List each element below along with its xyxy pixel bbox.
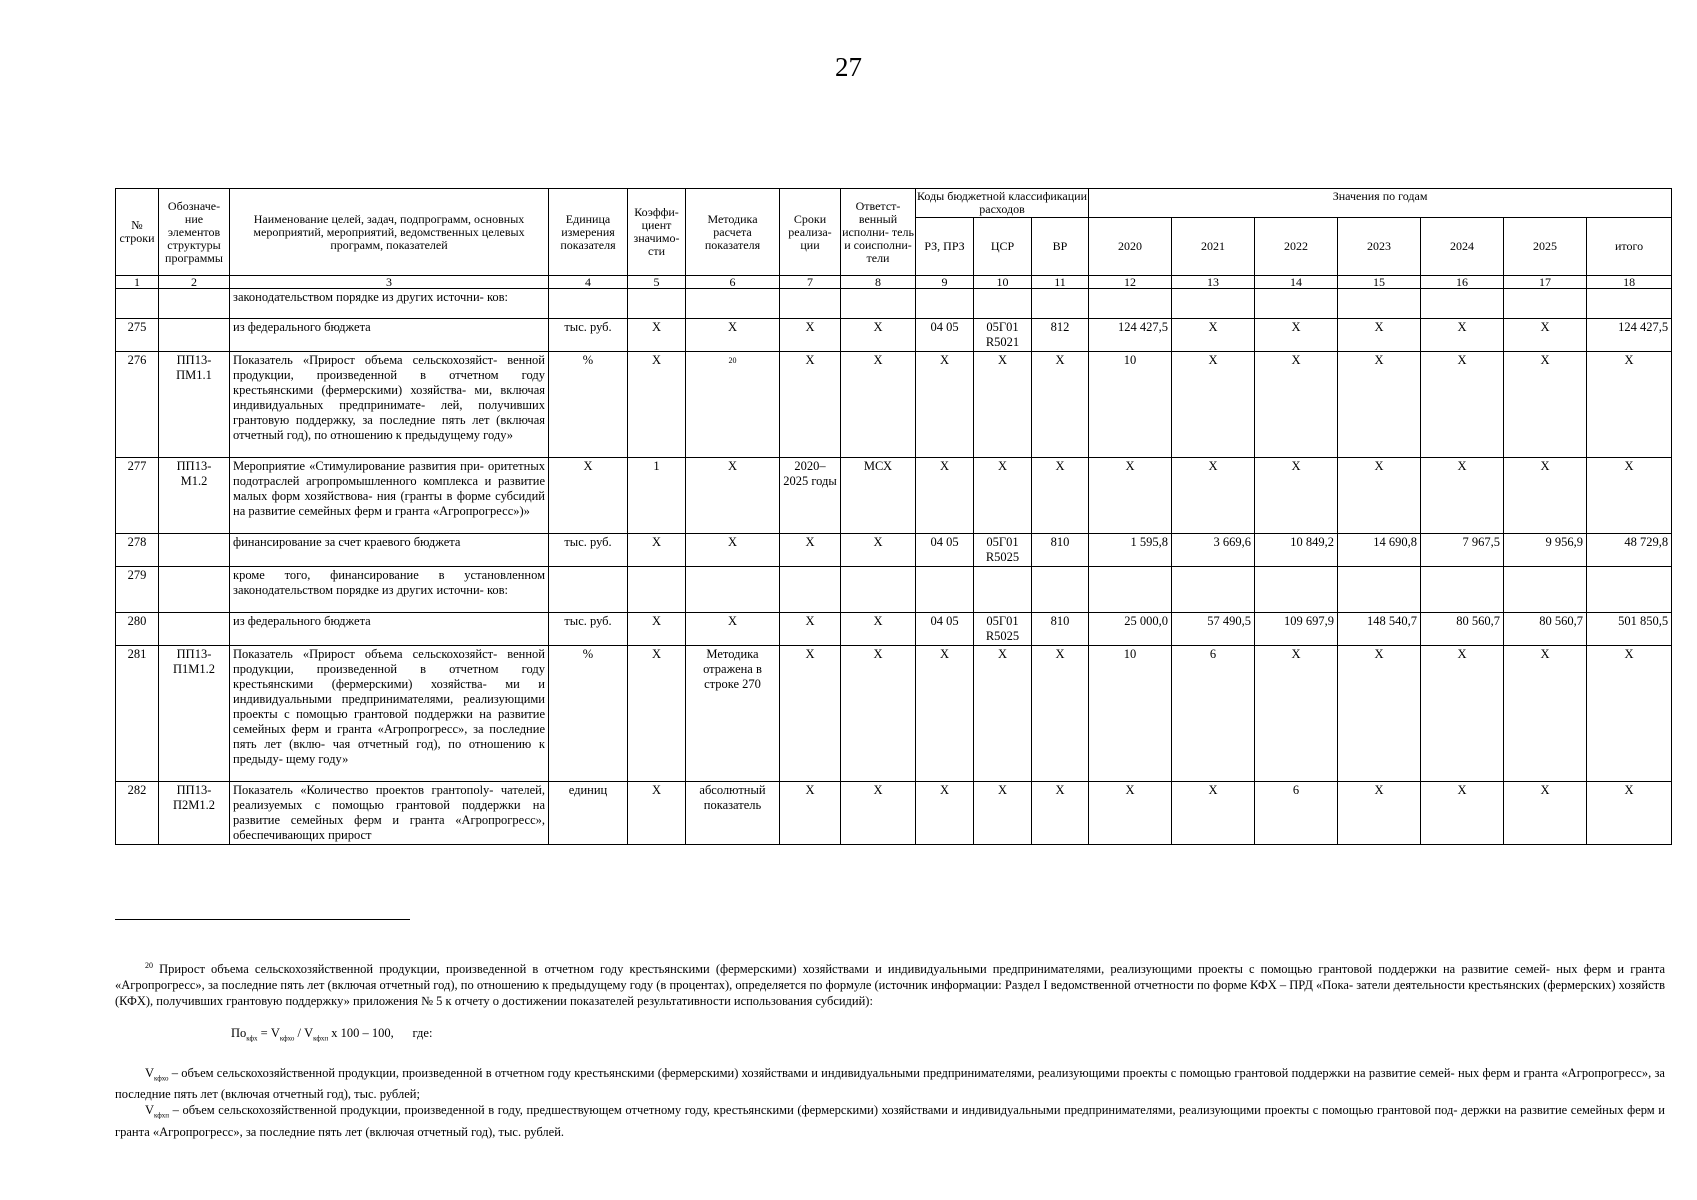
total-value-cell: X — [1587, 782, 1672, 845]
year-value-cell: X — [1504, 646, 1587, 782]
table-row — [116, 458, 1672, 534]
rz-cell: X — [916, 352, 974, 458]
year-value-cell: X — [1089, 782, 1172, 845]
def2-var: V — [145, 1103, 155, 1118]
header-designation: Обозначе- ние элементов структуры программы — [159, 189, 230, 276]
responsible-cell: МСХ — [841, 458, 916, 534]
header-year: 2025 — [1504, 218, 1587, 276]
vr-cell — [1032, 289, 1089, 319]
header-total: итого — [1587, 218, 1672, 276]
item-name: Мероприятие «Стимулирование развития при- оритетных подотраслей агропромышленного комплекса и развитие малых форм хозяйствова- ния (гранты в форме субсидий на развитие семейных ферм и гранта «Агропрогресс»)» — [230, 458, 549, 534]
year-value-cell: 25 000,0 — [1089, 613, 1172, 646]
column-number: 10 — [974, 276, 1032, 289]
method-cell: Методика отражена в строке 270 — [686, 646, 780, 782]
def1-sub: кфхо — [154, 1074, 169, 1083]
unit-cell: тыс. руб. — [549, 534, 628, 567]
header-row-no: № строки — [116, 189, 159, 276]
terms-cell: X — [780, 613, 841, 646]
csr-cell: X — [974, 782, 1032, 845]
column-number: 13 — [1172, 276, 1255, 289]
element-designation: ПП13- П2М1.2 — [159, 782, 230, 845]
row-number: 281 — [116, 646, 159, 782]
method-cell: X — [686, 613, 780, 646]
unit-cell: тыс. руб. — [549, 613, 628, 646]
item-name: из федерального бюджета — [230, 613, 549, 646]
csr-cell: 05Г01 R5025 — [974, 613, 1032, 646]
vr-cell: 810 — [1032, 613, 1089, 646]
footnotes — [115, 958, 1665, 1140]
year-value-cell: 10 — [1089, 352, 1172, 458]
formula-v2: V — [304, 1026, 314, 1041]
column-number: 8 — [841, 276, 916, 289]
table-body — [116, 289, 1672, 845]
element-designation: ПП13- М1.2 — [159, 458, 230, 534]
item-name: из федерального бюджета — [230, 319, 549, 352]
year-value-cell: X — [1338, 458, 1421, 534]
unit-cell — [549, 289, 628, 319]
rz-cell: X — [916, 458, 974, 534]
year-value-cell: X — [1338, 319, 1421, 352]
rz-cell: 04 05 — [916, 319, 974, 352]
year-value-cell — [1255, 567, 1338, 613]
year-value-cell: 80 560,7 — [1421, 613, 1504, 646]
rz-cell — [916, 289, 974, 319]
table-row — [116, 319, 1672, 352]
coef-cell — [628, 567, 686, 613]
rz-cell: 04 05 — [916, 613, 974, 646]
row-number: 275 — [116, 319, 159, 352]
year-value-cell: X — [1421, 458, 1504, 534]
column-number: 16 — [1421, 276, 1504, 289]
coef-cell: X — [628, 534, 686, 567]
coef-cell: X — [628, 782, 686, 845]
terms-cell: 2020– 2025 годы — [780, 458, 841, 534]
formula: $По_{кфх} = V_{кфхо} / V_{кфхп}$ х 100 – 100, где: — [231, 1026, 433, 1043]
year-value-cell — [1089, 567, 1172, 613]
year-value-cell: 57 490,5 — [1172, 613, 1255, 646]
header-responsible: Ответст- венный исполни- тель и соисполни- тели — [841, 189, 916, 276]
year-value-cell: 80 560,7 — [1504, 613, 1587, 646]
row-number: 279 — [116, 567, 159, 613]
column-number: 17 — [1504, 276, 1587, 289]
header-csr: ЦСР — [974, 218, 1032, 276]
year-value-cell: X — [1172, 458, 1255, 534]
year-value-cell: X — [1421, 352, 1504, 458]
responsible-cell: X — [841, 646, 916, 782]
coef-cell: 1 — [628, 458, 686, 534]
total-value-cell: X — [1587, 458, 1672, 534]
rz-cell: 04 05 — [916, 534, 974, 567]
item-name: Показатель «Количество проектов грантопolу- чателей, реализуемых с помощью грантовой поддержки на развитие семейных ферм и гранта «Агропрогресс», обеспечивающих прирост — [230, 782, 549, 845]
header-coef: Коэффи- циент значимо- сти — [628, 189, 686, 276]
element-designation: ПП13- ПМ1.1 — [159, 352, 230, 458]
rz-cell — [916, 567, 974, 613]
header-vr: ВР — [1032, 218, 1089, 276]
year-value-cell: X — [1255, 646, 1338, 782]
responsible-cell: X — [841, 613, 916, 646]
year-value-cell — [1504, 567, 1587, 613]
year-value-cell — [1421, 289, 1504, 319]
year-value-cell — [1172, 289, 1255, 319]
csr-cell — [974, 567, 1032, 613]
csr-cell: 05Г01 R5025 — [974, 534, 1032, 567]
responsible-cell — [841, 567, 916, 613]
year-value-cell — [1338, 289, 1421, 319]
vr-cell: X — [1032, 782, 1089, 845]
element-designation — [159, 534, 230, 567]
element-designation — [159, 289, 230, 319]
unit-cell — [549, 567, 628, 613]
year-value-cell: 148 540,7 — [1338, 613, 1421, 646]
unit-cell: % — [549, 352, 628, 458]
program-table — [115, 188, 1672, 845]
element-designation: ПП13- П1М1.2 — [159, 646, 230, 782]
total-value-cell: X — [1587, 352, 1672, 458]
column-number-row — [116, 276, 1672, 289]
method-cell: X — [686, 319, 780, 352]
item-name: Показатель «Прирост объема сельскохозяйст- венной продукции, произведенной в отчетном году крестьянскими (фермерскими) хозяйства- ми и индивидуальными предпринимателями, реализующими проекты с помощью грантовой поддержки на развитие семейных ферм и гранта «Агропрогресс», за последние пять лет (вклю- чая отчетный год), по отношению к предыду- щему году» — [230, 646, 549, 782]
header-values-by-year: Значения по годам — [1089, 189, 1672, 218]
year-value-cell: 6 — [1172, 646, 1255, 782]
total-value-cell: X — [1587, 646, 1672, 782]
year-value-cell: 1 595,8 — [1089, 534, 1172, 567]
terms-cell — [780, 289, 841, 319]
unit-cell: единиц — [549, 782, 628, 845]
year-value-cell: X — [1255, 319, 1338, 352]
header-method: Методика расчета показателя — [686, 189, 780, 276]
vr-cell — [1032, 567, 1089, 613]
csr-cell: 05Г01 R5021 — [974, 319, 1032, 352]
year-value-cell: 14 690,8 — [1338, 534, 1421, 567]
header-unit: Единица измерения показателя — [549, 189, 628, 276]
definition-vkfho — [115, 1065, 1665, 1103]
year-value-cell: 3 669,6 — [1172, 534, 1255, 567]
terms-cell: X — [780, 319, 841, 352]
formula-v2-sub: кфхп — [313, 1034, 329, 1043]
year-value-cell: X — [1504, 352, 1587, 458]
vr-cell: 812 — [1032, 319, 1089, 352]
def2-text: – объем сельскохозяйственной продукции, произведенной в году, предшествующем отчетному году, крестьянскими (фермерскими) хозяйствами и индивидуальными предпринимателями, реализующими проекты с помощью грантовой под- держки на развитие семейных ферм и гранта «Агропрогресс», за последние пять лет (включая отчетный год), тыс. рублей. — [115, 1103, 1665, 1139]
method-cell — [686, 289, 780, 319]
footnote-separator — [115, 919, 410, 920]
responsible-cell: X — [841, 319, 916, 352]
column-number: 6 — [686, 276, 780, 289]
element-designation — [159, 319, 230, 352]
rz-cell: X — [916, 782, 974, 845]
year-value-cell: X — [1172, 352, 1255, 458]
year-value-cell: X — [1255, 352, 1338, 458]
vr-cell: X — [1032, 352, 1089, 458]
total-value-cell: 48 729,8 — [1587, 534, 1672, 567]
total-value-cell: 124 427,5 — [1587, 319, 1672, 352]
table-row — [116, 567, 1672, 613]
row-number: 282 — [116, 782, 159, 845]
year-value-cell — [1255, 289, 1338, 319]
year-value-cell: X — [1421, 782, 1504, 845]
year-value-cell: X — [1421, 319, 1504, 352]
footnote-text: Прирост объема сельскохозяйственной продукции, произведенной в отчетном году крестьянскими (фермерскими) хозяйствами и индивидуальными предпринимателями, реализующими проекты с помощью грантовой поддержки на развитие семей- ных ферм и гранта «Агропрогресс», за последние пять лет (включая отчетный год), по отношению к предыдущему году (в процентах), определяется по формуле (источник информации: Раздел I ведомственной отчетности по форме КФХ – ПРД «Пока- затели деятельности крестьянских (фермерских) хозяйств (КФХ), получивших грантовую поддержку» приложения № 5 к отчету о достижении показателей результативности использования субсидий): — [115, 962, 1666, 1009]
item-name: финансирование за счет краевого бюджета — [230, 534, 549, 567]
header-year: 2022 — [1255, 218, 1338, 276]
header-year: 2024 — [1421, 218, 1504, 276]
row-number: 276 — [116, 352, 159, 458]
year-value-cell — [1421, 567, 1504, 613]
row-number — [116, 289, 159, 319]
coef-cell: X — [628, 319, 686, 352]
year-value-cell: X — [1504, 319, 1587, 352]
total-value-cell — [1587, 289, 1672, 319]
unit-cell: % — [549, 646, 628, 782]
definition-vkfhp — [115, 1102, 1665, 1140]
def2-sub: кфхп — [154, 1111, 170, 1120]
csr-cell: X — [974, 352, 1032, 458]
csr-cell: X — [974, 646, 1032, 782]
row-number: 277 — [116, 458, 159, 534]
table-row — [116, 352, 1672, 458]
item-name: законодательством порядке из других источни- ков: — [230, 289, 549, 319]
column-number: 3 — [230, 276, 549, 289]
total-value-cell: 501 850,5 — [1587, 613, 1672, 646]
year-value-cell: X — [1255, 458, 1338, 534]
csr-cell: X — [974, 458, 1032, 534]
year-value-cell: X — [1089, 458, 1172, 534]
rz-cell: X — [916, 646, 974, 782]
year-value-cell: X — [1172, 319, 1255, 352]
terms-cell — [780, 567, 841, 613]
year-value-cell — [1338, 567, 1421, 613]
year-value-cell: 109 697,9 — [1255, 613, 1338, 646]
year-value-cell: X — [1421, 646, 1504, 782]
year-value-cell — [1089, 289, 1172, 319]
year-value-cell: 10 849,2 — [1255, 534, 1338, 567]
year-value-cell: X — [1338, 646, 1421, 782]
table-row — [116, 782, 1672, 845]
method-cell: X — [686, 458, 780, 534]
row-number: 278 — [116, 534, 159, 567]
header-terms: Сроки реализа- ции — [780, 189, 841, 276]
formula-lhs: По — [231, 1026, 247, 1041]
column-number: 14 — [1255, 276, 1338, 289]
table-header — [116, 189, 1672, 289]
year-value-cell — [1504, 289, 1587, 319]
method-cell: абсолютный показатель — [686, 782, 780, 845]
responsible-cell: X — [841, 782, 916, 845]
formula-where: где: — [412, 1026, 433, 1041]
coef-cell: X — [628, 352, 686, 458]
year-value-cell: 9 956,9 — [1504, 534, 1587, 567]
coef-cell: X — [628, 646, 686, 782]
row-number: 280 — [116, 613, 159, 646]
unit-cell: X — [549, 458, 628, 534]
element-designation — [159, 613, 230, 646]
footnote-reference: 20 — [728, 356, 737, 365]
header-year: 2021 — [1172, 218, 1255, 276]
unit-cell: тыс. руб. — [549, 319, 628, 352]
method-cell — [686, 567, 780, 613]
terms-cell: X — [780, 782, 841, 845]
method-cell — [686, 352, 780, 458]
csr-cell — [974, 289, 1032, 319]
responsible-cell: X — [841, 352, 916, 458]
table-row — [116, 613, 1672, 646]
column-number: 9 — [916, 276, 974, 289]
column-number: 18 — [1587, 276, 1672, 289]
method-cell: X — [686, 534, 780, 567]
year-value-cell: 124 427,5 — [1089, 319, 1172, 352]
column-number: 1 — [116, 276, 159, 289]
terms-cell: X — [780, 646, 841, 782]
year-value-cell: X — [1338, 352, 1421, 458]
formula-lhs-sub: кфх — [246, 1034, 258, 1043]
year-value-cell: 6 — [1255, 782, 1338, 845]
year-value-cell: X — [1172, 782, 1255, 845]
column-number: 12 — [1089, 276, 1172, 289]
formula-rest: х 100 – 100, — [331, 1026, 394, 1041]
year-value-cell: X — [1338, 782, 1421, 845]
table-row — [116, 289, 1672, 319]
vr-cell: X — [1032, 458, 1089, 534]
page-number: 27 — [835, 52, 862, 82]
column-number: 2 — [159, 276, 230, 289]
total-value-cell — [1587, 567, 1672, 613]
header-year: 2023 — [1338, 218, 1421, 276]
formula-v1: V — [270, 1026, 280, 1041]
item-name: Показатель «Прирост объема сельскохозяйст- венной продукции, произведенной в отчетном году крестьянскими (фермерскими) хозяйства- ми, включая индивидуальных предпринимате- лей, получивших грантовую поддержку, за последние пять лет (включая отчетный год), по отношению к предыдущему году» — [230, 352, 549, 458]
formula-v1-sub: кфхо — [279, 1034, 295, 1043]
responsible-cell: X — [841, 534, 916, 567]
year-value-cell: X — [1504, 458, 1587, 534]
year-value-cell: 7 967,5 — [1421, 534, 1504, 567]
year-value-cell: X — [1504, 782, 1587, 845]
responsible-cell — [841, 289, 916, 319]
year-value-cell — [1172, 567, 1255, 613]
footnote-mark: 20 — [145, 961, 153, 970]
column-number: 15 — [1338, 276, 1421, 289]
coef-cell: X — [628, 613, 686, 646]
column-number: 7 — [780, 276, 841, 289]
vr-cell: X — [1032, 646, 1089, 782]
year-value-cell: 10 — [1089, 646, 1172, 782]
column-number: 11 — [1032, 276, 1089, 289]
coef-cell — [628, 289, 686, 319]
def1-var: V — [145, 1065, 155, 1080]
table-row — [116, 646, 1672, 782]
table-row — [116, 534, 1672, 567]
header-year: 2020 — [1089, 218, 1172, 276]
column-number: 5 — [628, 276, 686, 289]
vr-cell: 810 — [1032, 534, 1089, 567]
terms-cell: X — [780, 534, 841, 567]
header-name: Наименование целей, задач, подпрограмм, основных мероприятий, мероприятий, ведомственных целевых программ, показателей — [230, 189, 549, 276]
column-number: 4 — [549, 276, 628, 289]
header-budget-codes: Коды бюджетной классификации расходов — [917, 189, 1088, 216]
footnote-20 — [115, 958, 1665, 1009]
terms-cell: X — [780, 352, 841, 458]
element-designation — [159, 567, 230, 613]
item-name: кроме того, финансирование в установленном законодательством порядке из других источни- ков: — [230, 567, 549, 613]
def1-text: – объем сельскохозяйственной продукции, произведенной в отчетном году крестьянскими (фермерскими) хозяйствами и индивидуальными предпринимателями, реализующими проекты с помощью грантовой поддержки на развитие семей- ных ферм и гранта «Агропрогресс», за последние пять лет (включая отчетный год), тыс. рублей; — [115, 1065, 1665, 1102]
header-rz: РЗ, ПРЗ — [916, 218, 974, 276]
